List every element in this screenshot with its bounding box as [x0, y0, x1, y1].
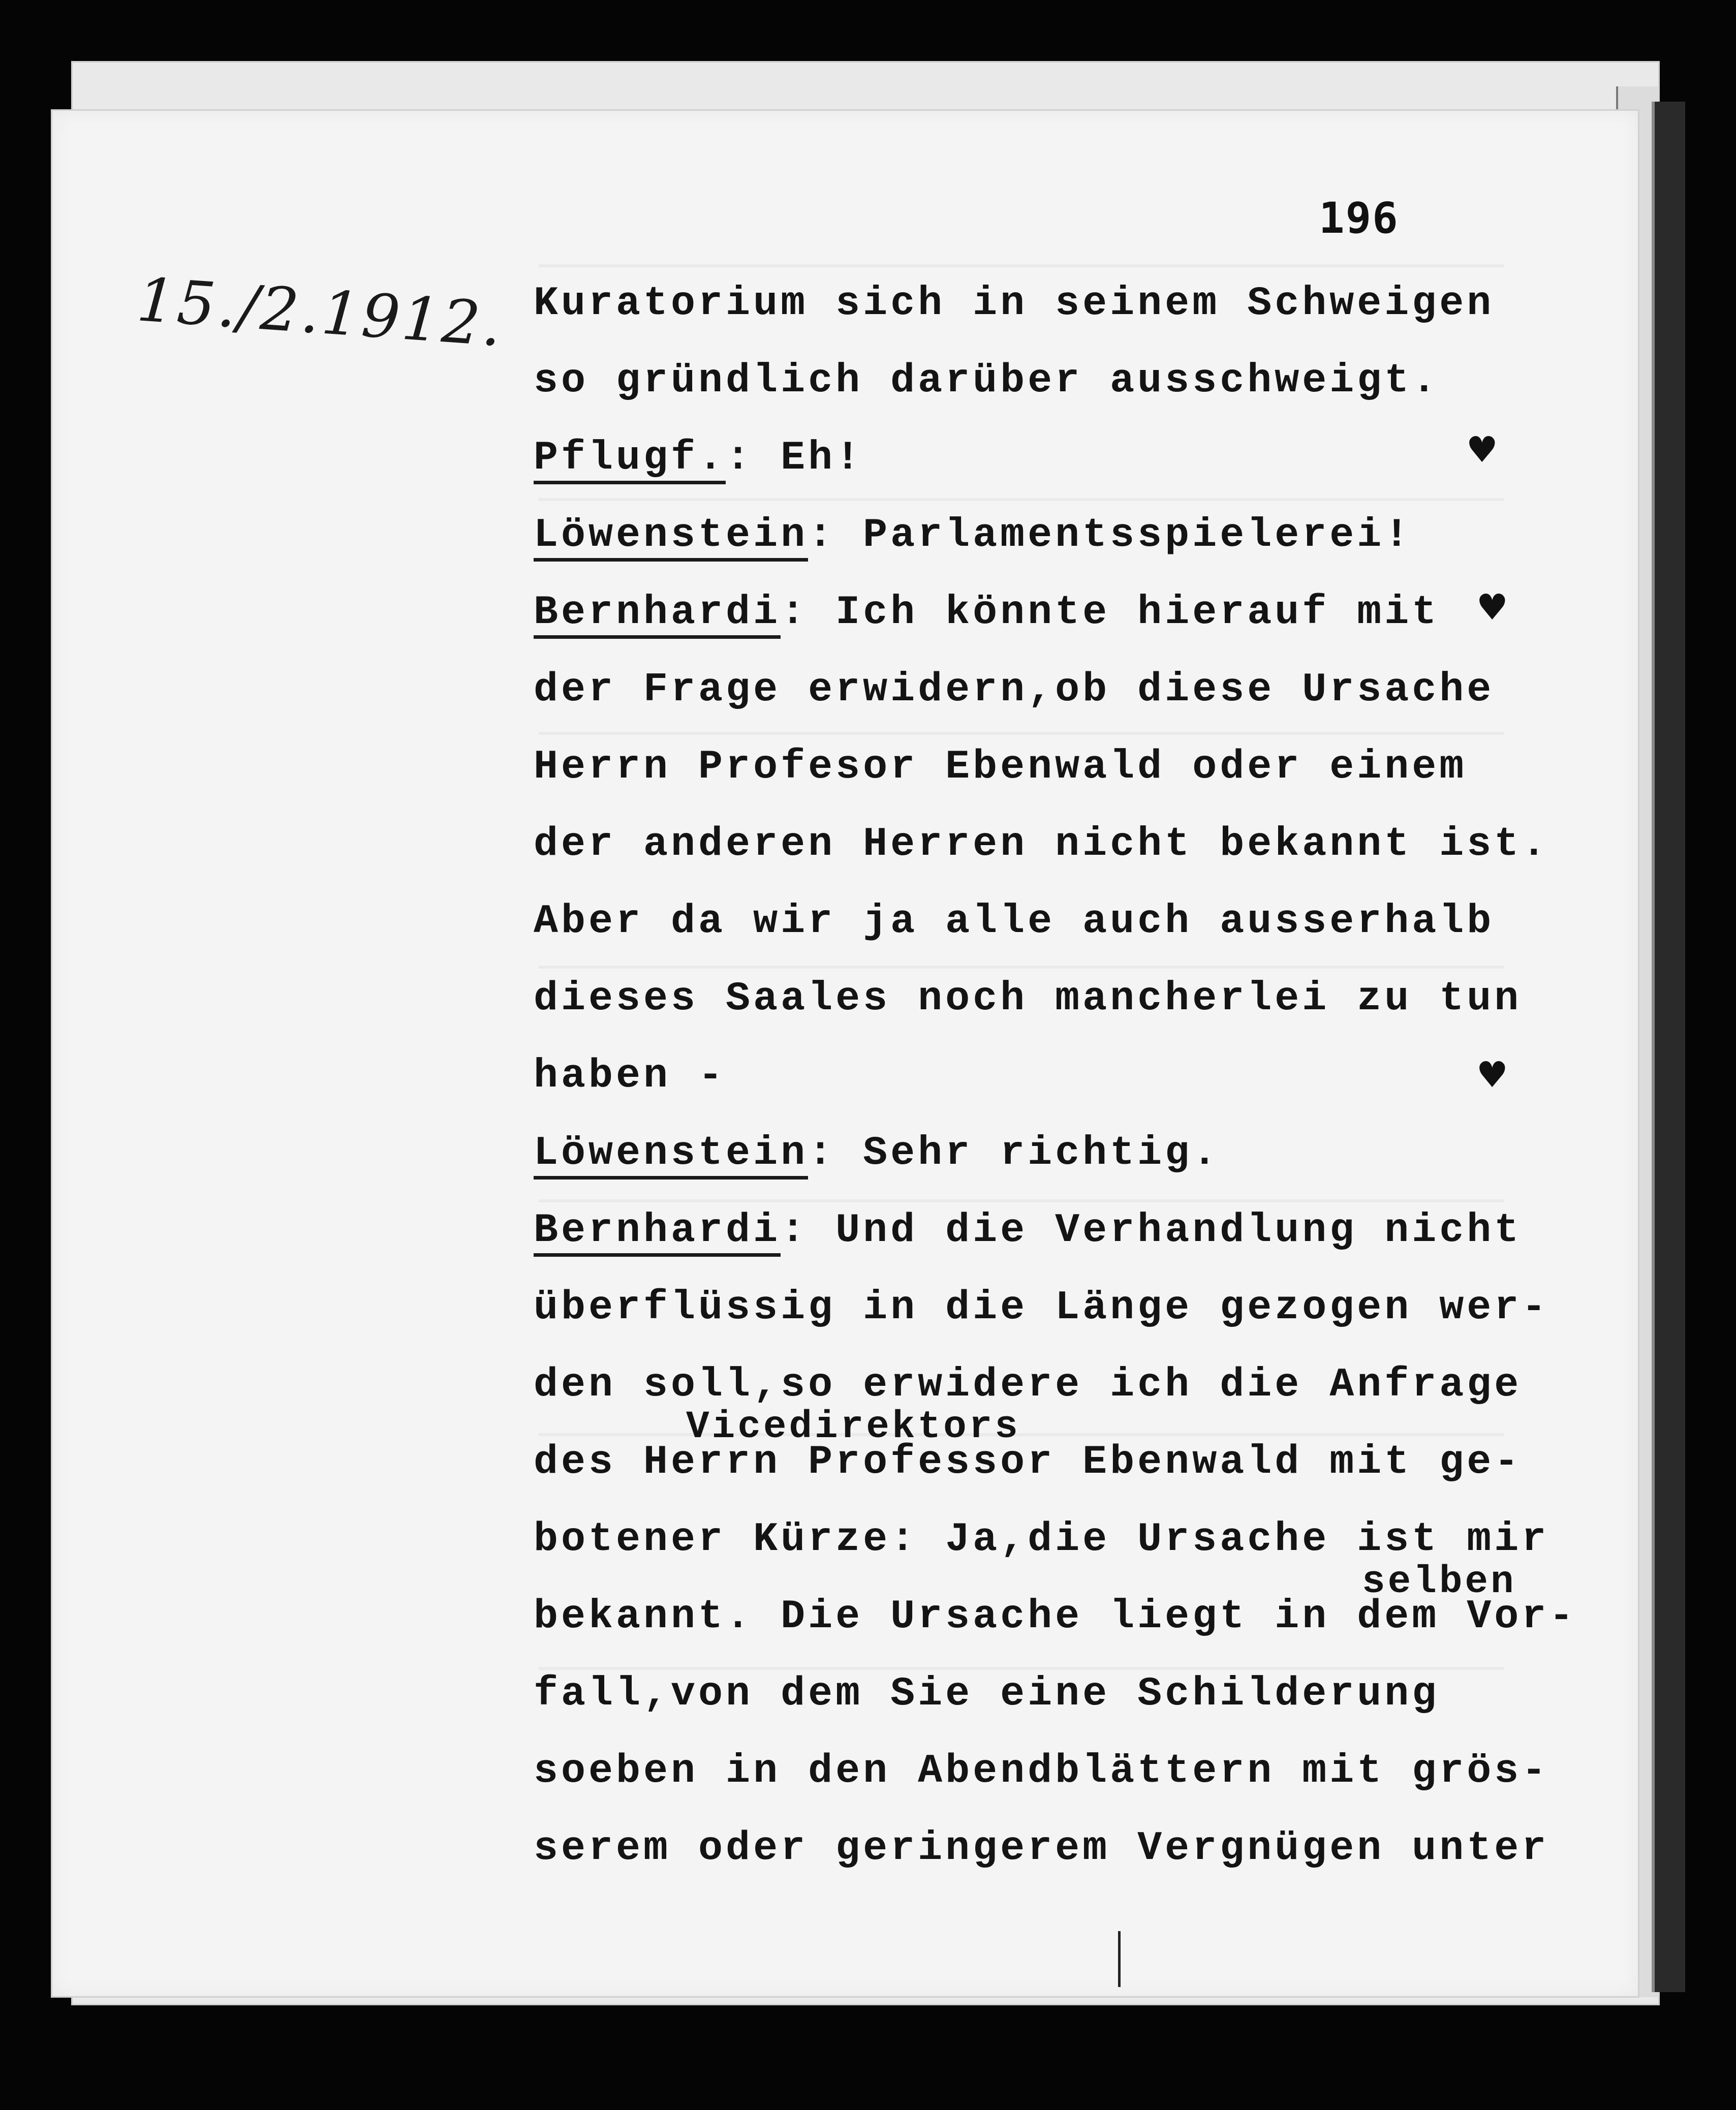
- text-line: [534, 435, 863, 484]
- speaker-name: Löwenstein: [534, 1133, 808, 1180]
- line-text: : Und die Verhandlung nicht: [781, 1207, 1522, 1254]
- line-text: Herrn Profesor Ebenwald oder einem: [534, 744, 1467, 790]
- speaker-name: Pflugf.: [534, 438, 726, 484]
- handwritten-date: 15./2.1912.: [135, 264, 506, 360]
- line-text: Aber da wir ja alle auch ausserhalb: [534, 898, 1495, 945]
- back-sheet-shadow: [1652, 102, 1685, 1992]
- text-line: [534, 976, 1522, 1022]
- page-number: 196: [1319, 193, 1399, 243]
- speaker-name: Löwenstein: [534, 515, 808, 562]
- line-text: soeben in den Abendblättern mit grös-: [534, 1748, 1549, 1794]
- line-text: : Sehr richtig.: [808, 1130, 1220, 1176]
- bleed-through: [539, 1433, 1504, 1436]
- line-text: Kuratorium sich in seinem Schweigen: [534, 281, 1495, 327]
- text-line: [534, 1285, 1549, 1331]
- bleed-through: [539, 732, 1504, 735]
- bleed-through: [539, 498, 1504, 501]
- text-line: [534, 1130, 1220, 1180]
- line-text: botener Kürze: Ja,die Ursache ist mir: [534, 1516, 1549, 1563]
- text-line: [534, 512, 1412, 562]
- text-line: [534, 1439, 1522, 1485]
- line-text: dieses Saales noch mancherlei zu tun: [534, 976, 1522, 1022]
- text-line: [534, 821, 1549, 867]
- text-line: [534, 1053, 726, 1099]
- text-line: [534, 1748, 1549, 1794]
- text-line: [534, 1671, 1440, 1717]
- interlinear-insertion: selben: [1362, 1560, 1516, 1604]
- margin-mark-icon: ♥: [1466, 429, 1498, 471]
- bleed-through: [539, 264, 1504, 267]
- text-line: [534, 1207, 1522, 1257]
- text-line: [534, 1362, 1522, 1408]
- margin-mark-icon: ♥: [1476, 1054, 1508, 1096]
- line-text: : Parlamentsspielerei!: [808, 512, 1412, 558]
- line-text: bekannt. Die Ursache liegt in dem Vor-: [534, 1594, 1577, 1640]
- line-text: der Frage erwidern,ob diese Ursache: [534, 667, 1495, 713]
- pencil-mark: [1118, 1931, 1121, 1987]
- text-line: [534, 744, 1467, 790]
- line-text: des Herrn Professor Ebenwald mit ge-: [534, 1439, 1522, 1485]
- text-line: [534, 1516, 1549, 1563]
- line-text: : Eh!: [726, 435, 863, 481]
- text-line: [534, 358, 1440, 404]
- line-text: : Ich könnte hierauf mit: [781, 589, 1440, 636]
- text-line: [534, 1825, 1549, 1872]
- text-line: [534, 667, 1495, 713]
- interlinear-insertion: Vicedirektors: [686, 1405, 1020, 1449]
- line-text: überflüssig in die Länge gezogen wer-: [534, 1285, 1549, 1331]
- speaker-name: Bernhardi: [534, 593, 781, 639]
- line-text: so gründlich darüber ausschweigt.: [534, 358, 1440, 404]
- bleed-through: [539, 966, 1504, 969]
- line-text: haben -: [534, 1053, 726, 1099]
- line-text: den soll,so erwidere ich die Anfrage: [534, 1362, 1522, 1408]
- text-line: [534, 589, 1440, 639]
- line-text: fall,von dem Sie eine Schilderung: [534, 1671, 1440, 1717]
- line-text: der anderen Herren nicht bekannt ist.: [534, 821, 1549, 867]
- text-line: [534, 898, 1495, 945]
- bleed-through: [539, 1667, 1504, 1670]
- text-line: [534, 281, 1495, 327]
- margin-mark-icon: ♥: [1476, 586, 1508, 628]
- bleed-through: [539, 1199, 1504, 1202]
- line-text: serem oder geringerem Vergnügen unter: [534, 1825, 1549, 1872]
- speaker-name: Bernhardi: [534, 1211, 781, 1257]
